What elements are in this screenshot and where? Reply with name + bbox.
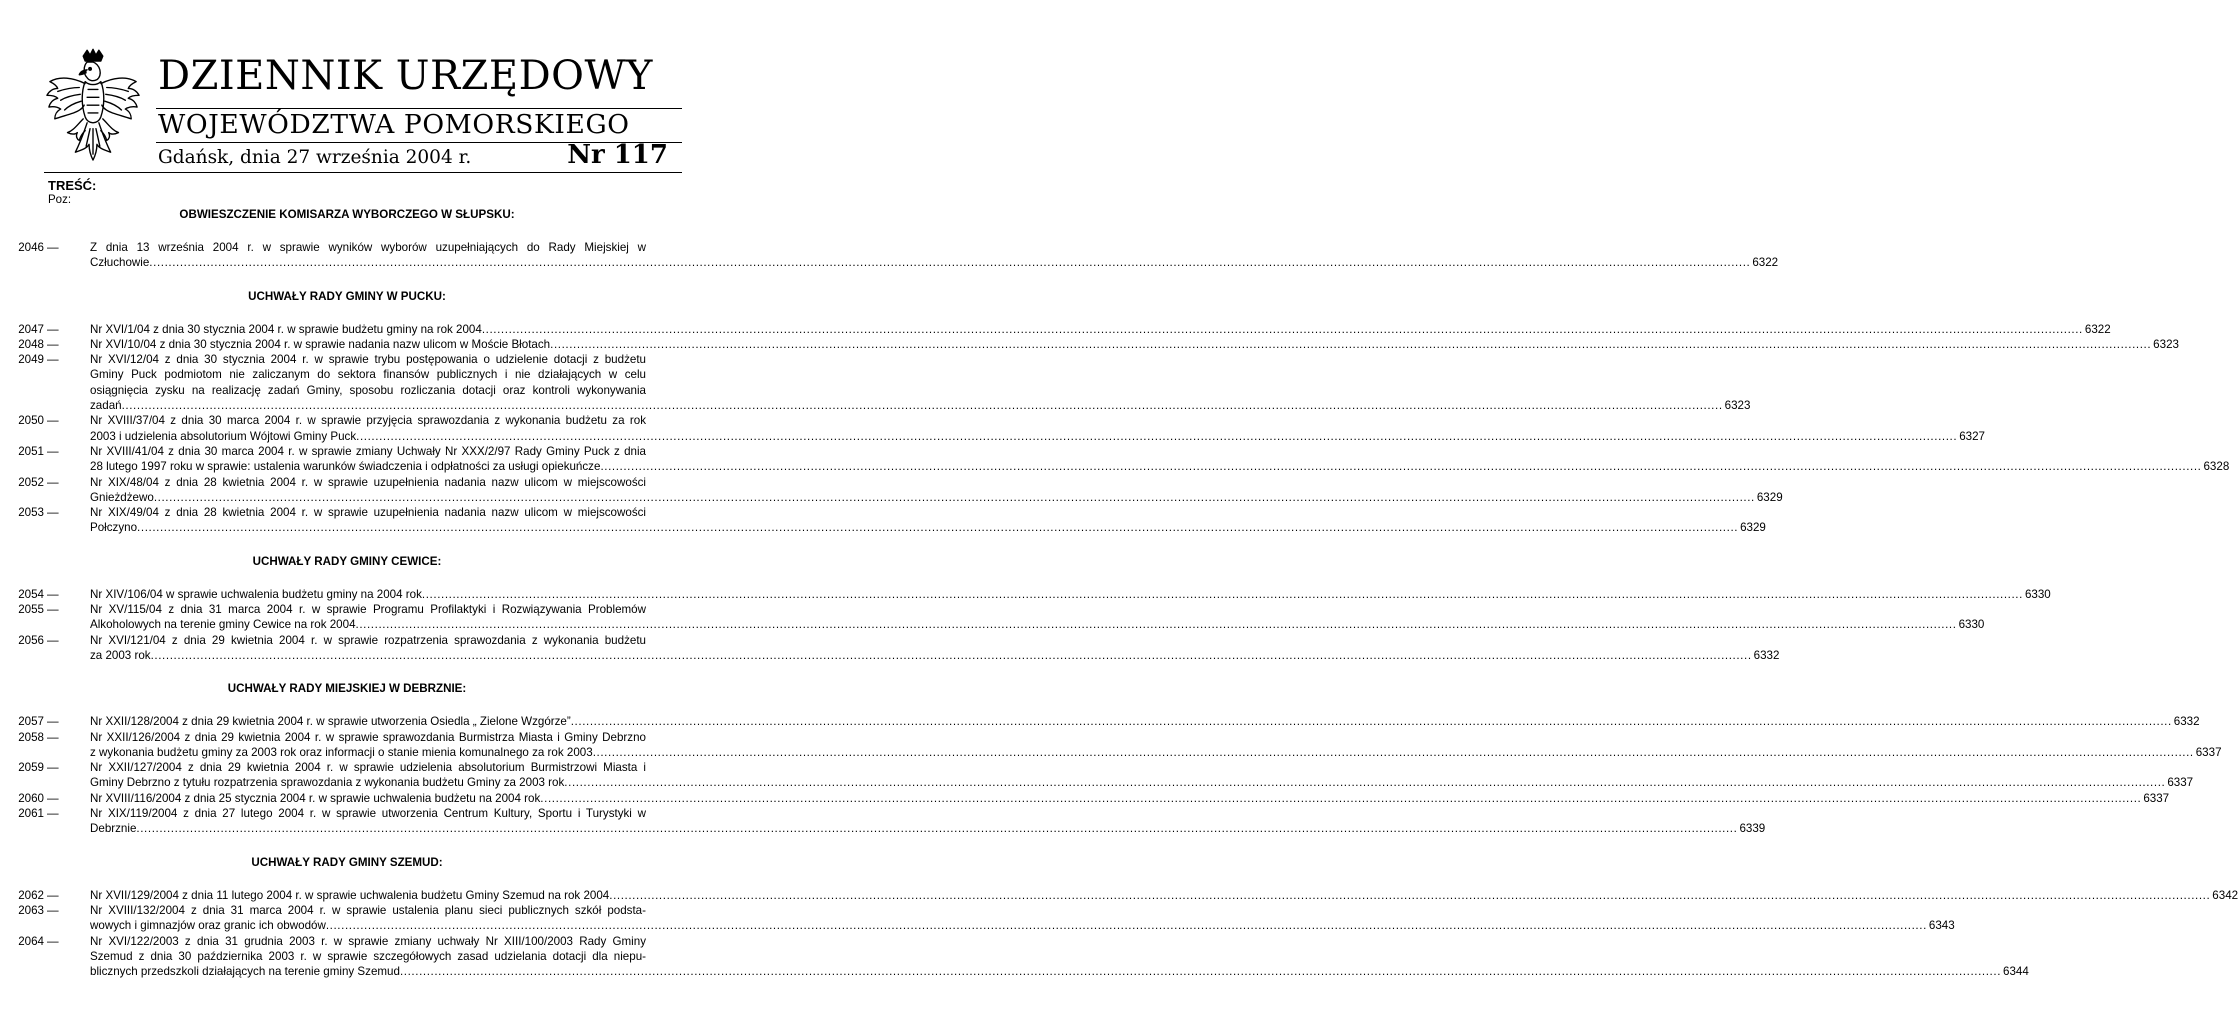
- entry-text-line: Gminy Puck podmiotom nie zaliczanym do sektora finansów publicznych i nie działających w celu: [90, 368, 646, 382]
- entry-text-line: zadań: [90, 399, 122, 413]
- entry-dash: —: [47, 337, 59, 351]
- entry-leader-line: [90, 587, 2051, 602]
- entry-text-line: Nr XIX/49/04 z dnia 28 kwietnia 2004 r. w sprawie uzupełnienia nadania nazw ulicom w miejscowości: [90, 506, 646, 520]
- section-heading: UCHWAŁY RADY GMINY CEWICE:: [252, 554, 442, 568]
- entry-page-number: 6339: [1739, 822, 1766, 836]
- entry-page-number: 6344: [2003, 965, 2029, 979]
- section-heading: UCHWAŁY RADY MIEJSKIEJ W DEBRZNIE:: [227, 682, 467, 696]
- entry-position-number: 2063: [18, 903, 44, 917]
- entry-leader-line: [90, 821, 1766, 836]
- toc-entry[interactable]: [0, 934, 2029, 980]
- toc-entry[interactable]: [0, 806, 1766, 837]
- entry-body: [90, 240, 1779, 271]
- entry-page-number: 6323: [1724, 399, 1751, 413]
- dot-leader: [540, 791, 2141, 806]
- entry-dash: —: [47, 791, 59, 805]
- entry-body: [90, 413, 1985, 444]
- entry-text-line: Nr XV/115/04 z dnia 31 marca 2004 r. w sprawie Programu Profilaktyki i Rozwiązywania Problemów: [90, 603, 646, 617]
- entry-page-number: 6332: [1753, 648, 1780, 662]
- entry-page-number: 6330: [2024, 587, 2051, 601]
- issue-dateline: Gdańsk, dnia 27 września 2004 r.: [158, 147, 472, 168]
- entry-text-line: Nr XVIII/116/2004 z dnia 25 stycznia 2004 r. w sprawie uchwalenia budżetu na 2004 rok: [90, 791, 541, 805]
- entry-text-line: Nr XVI/10/04 z dnia 30 stycznia 2004 r. w sprawie nadania nazw ulicom w Moście Błotach: [90, 337, 551, 351]
- entry-text-line: z wykonania budżetu gminy za 2003 rok oraz informacji o stanie mienia komunalnego za rok 2003: [90, 745, 593, 759]
- masthead-rule: [44, 172, 682, 173]
- entry-text-line: blicznych przedszkoli działających na terenie gminy Szemud: [90, 965, 400, 979]
- dot-leader: [564, 775, 2165, 790]
- entry-page-number: 6322: [1752, 256, 1779, 270]
- entry-body: [90, 475, 1783, 506]
- entry-body: [90, 714, 2200, 729]
- contents-heading: TREŚĆ:: [48, 178, 97, 193]
- entry-body: [90, 322, 2111, 337]
- entry-text-line: Połczyno: [90, 521, 138, 535]
- dot-leader: [151, 648, 1752, 663]
- entry-dash: —: [47, 934, 59, 948]
- entry-text-line: Szemud z dnia 30 października 2003 r. w sprawie szczegółowych zasad udzielania dotacji dla niepu-: [90, 949, 646, 963]
- table-of-contents: [0, 207, 2238, 997]
- entry-page-number: 6327: [1959, 429, 1985, 443]
- dot-leader: [356, 617, 1957, 632]
- entry-page-number: 6329: [1740, 521, 1766, 535]
- dot-leader: [356, 429, 1957, 444]
- entry-text-line: Nr XVI/12/04 z dnia 30 stycznia 2004 r. w sprawie trybu postępowania o udzielenie dotacji z budżetu: [90, 353, 646, 367]
- entry-leader-line: [90, 775, 2194, 790]
- toc-section: [0, 554, 2051, 663]
- toc-section: [0, 289, 2230, 536]
- entry-dash: —: [47, 603, 59, 617]
- toc-entry[interactable]: [0, 791, 2170, 806]
- entry-text-line: Nr XIX/119/2004 z dnia 27 lutego 2004 r. w sprawie utworzenia Centrum Kultury, Sportu i Turystyki w: [90, 807, 646, 821]
- entry-text-line: Nr XVII/129/2004 z dnia 11 lutego 2004 r. w sprawie uchwalenia budżetu Gminy Szemud na rok 2004: [90, 888, 610, 902]
- section-heading: UCHWAŁY RADY GMINY W PUCKU:: [248, 289, 446, 303]
- entry-page-number: 6343: [1928, 919, 1955, 933]
- entry-text-line: Nr XIX/48/04 z dnia 28 kwietnia 2004 r. w sprawie uzupełnienia nadania nazw ulicom w miejscowości: [90, 475, 646, 489]
- entry-position-number: 2052: [18, 475, 44, 489]
- entry-text-line: Z dnia 13 września 2004 r. w sprawie wyników wyborów uzupełniających do Rady Miejskiej w: [90, 241, 646, 254]
- entry-position-number: 2047: [18, 322, 44, 336]
- dot-leader: [422, 587, 2023, 602]
- toc-section: [0, 207, 1779, 271]
- section-heading-row: [0, 681, 724, 701]
- entry-leader-line: [90, 714, 2200, 729]
- entry-leader-line: [90, 322, 2111, 337]
- entry-leader-line: [90, 459, 2230, 474]
- entry-text-line: Nr XXII/128/2004 z dnia 29 kwietnia 2004 r. w sprawie utworzenia Osiedla „ Zielone Wzgórze”: [90, 715, 571, 729]
- entry-body: [90, 934, 2029, 980]
- dot-leader: [149, 255, 1750, 270]
- entry-text-line: Człuchowie: [90, 256, 150, 270]
- entry-text-line: Nr XXII/127/2004 z dnia 29 kwietnia 2004 r. w sprawie udzielenia absolutorium Burmistrzowi Miasta i: [90, 761, 646, 775]
- entry-body: [90, 903, 1955, 934]
- entry-body: [90, 444, 2230, 475]
- entry-leader-line: [90, 791, 2170, 806]
- entry-position-number: 2060: [18, 791, 44, 805]
- entry-position-number: 2048: [18, 337, 44, 351]
- entry-page-number: 6342: [2212, 888, 2238, 902]
- toc-entry[interactable]: [0, 444, 2230, 475]
- entry-body: [90, 888, 2238, 903]
- entry-body: [90, 791, 2170, 806]
- entry-body: [90, 352, 1751, 413]
- entry-dash: —: [47, 322, 59, 336]
- entry-text-line: Nr XVIII/37/04 z dnia 30 marca 2004 r. w sprawie przyjęcia sprawozdania z wykonania budżetu za rok: [90, 414, 646, 428]
- entry-text-line: Nr XVI/1/04 z dnia 30 stycznia 2004 r. w sprawie budżetu gminy na rok 2004: [90, 322, 482, 336]
- entry-body: [90, 633, 1780, 664]
- entry-text-line: Nr XVIII/132/2004 z dnia 31 marca 2004 r. w sprawie ustalenia planu sieci publicznych szkół podsta-: [90, 903, 646, 917]
- section-heading: OBWIESZCZENIE KOMISARZA WYBORCZEGO W SŁUPSKU:: [179, 208, 515, 221]
- entry-dash: —: [47, 444, 59, 458]
- entry-text-line: Nr XVI/121/04 z dnia 29 kwietnia 2004 r. w sprawie rozpatrzenia sprawozdania z wykonania budżetu: [90, 633, 646, 647]
- entry-page-number: 6337: [2195, 745, 2222, 759]
- entry-leader-line: [90, 648, 1780, 663]
- dot-leader: [326, 918, 1927, 933]
- toc-entry[interactable]: [0, 413, 1985, 444]
- entry-leader-line: [90, 888, 2238, 903]
- entry-body: [90, 602, 1985, 633]
- toc-entry[interactable]: [0, 714, 2200, 729]
- entry-position-number: 2055: [18, 603, 44, 617]
- section-heading-row: [0, 289, 724, 309]
- entry-dash: —: [47, 807, 59, 821]
- entry-page-number: 6328: [2203, 460, 2230, 474]
- entry-position-number: 2062: [18, 888, 44, 902]
- toc-entry[interactable]: [0, 633, 1780, 664]
- toc-entry[interactable]: [0, 587, 2051, 602]
- entry-dash: —: [47, 888, 59, 902]
- toc-entry[interactable]: [0, 903, 1955, 934]
- entry-leader-line: [90, 745, 2222, 760]
- section-heading-row: [0, 855, 724, 875]
- entry-text-line: Gminy Debrzno z tytułu rozpatrzenia sprawozdania z wykonania budżetu Gminy za 2003 rok: [90, 776, 565, 790]
- toc-entry[interactable]: [0, 888, 2238, 903]
- toc-entry[interactable]: [0, 602, 1985, 633]
- entry-page-number: 6329: [1756, 490, 1783, 504]
- entry-text-line: Nr XVI/122/2003 z dnia 31 grudnia 2003 r. w sprawie zmiany uchwały Nr XIII/100/2003 Rady Gminy: [90, 934, 646, 948]
- toc-entry[interactable]: [0, 475, 1783, 506]
- dot-leader: [482, 322, 2083, 337]
- toc-entry[interactable]: [0, 730, 2222, 761]
- entry-page-number: 6337: [2167, 776, 2194, 790]
- entry-page-number: 6337: [2143, 791, 2170, 805]
- entry-dash: —: [47, 241, 59, 254]
- position-label: Poz:: [48, 194, 72, 206]
- entry-position-number: 2057: [18, 715, 44, 729]
- entry-body: [90, 587, 2051, 602]
- dot-leader: [600, 459, 2201, 474]
- entry-position-number: 2058: [18, 730, 44, 744]
- gazette-title: DZIENNIK URZĘDOWY: [158, 53, 653, 99]
- dot-leader: [593, 745, 2194, 760]
- entry-position-number: 2051: [18, 444, 44, 458]
- entry-text-line: Nr XVIII/41/04 z dnia 30 marca 2004 r. w sprawie zmiany Uchwały Nr XXX/2/97 Rady Gminy Puck z dnia: [90, 444, 646, 458]
- entry-leader-line: [90, 337, 2179, 352]
- entry-dash: —: [47, 414, 59, 428]
- toc-entry[interactable]: [0, 322, 2111, 337]
- entry-leader-line: [90, 918, 1955, 933]
- entry-dash: —: [47, 475, 59, 489]
- entry-leader-line: [90, 429, 1985, 444]
- toc-entry[interactable]: [0, 352, 1751, 413]
- entry-leader-line: [90, 398, 1751, 413]
- entry-text-line: Alkoholowych na terenie gminy Cewice na rok 2004: [90, 618, 356, 632]
- gazette-subtitle: WOJEWÓDZTWA POMORSKIEGO: [158, 109, 630, 140]
- polish-eagle-icon: [44, 48, 142, 176]
- section-heading: UCHWAŁY RADY GMINY SZEMUD:: [251, 855, 443, 869]
- entry-dash: —: [47, 761, 59, 775]
- toc-entry[interactable]: [0, 760, 2194, 791]
- entry-leader-line: [90, 520, 1766, 535]
- section-heading-row: [0, 554, 724, 574]
- entry-dash: —: [47, 903, 59, 917]
- entry-dash: —: [47, 587, 59, 601]
- entry-position-number: 2064: [18, 934, 44, 948]
- entry-position-number: 2061: [18, 807, 44, 821]
- entry-position-number: 2050: [18, 414, 44, 428]
- dot-leader: [571, 714, 2172, 729]
- toc-entry[interactable]: [0, 337, 2179, 352]
- dot-leader: [122, 398, 1723, 413]
- entry-text-line: 2003 i udzielenia absolutorium Wójtowi Gminy Puck: [90, 429, 357, 443]
- entry-leader-line: [90, 490, 1783, 505]
- toc-section: [0, 855, 2238, 980]
- entry-text-line: osiągnięcia zysku na realizację zadań Gminy, sposobu rozliczania dotacji oraz kontroli wykonywania: [90, 383, 646, 397]
- entry-position-number: 2049: [18, 353, 44, 367]
- entry-position-number: 2056: [18, 633, 44, 647]
- entry-text-line: Nr XIV/106/04 w sprawie uchwalenia budżetu gminy na 2004 rok: [90, 587, 422, 601]
- entry-leader-line: [90, 255, 1779, 270]
- entry-dash: —: [47, 715, 59, 729]
- entry-text-line: za 2003 rok: [90, 648, 151, 662]
- entry-body: [90, 337, 2179, 352]
- entry-leader-line: [90, 964, 2029, 979]
- entry-page-number: 6323: [2153, 337, 2179, 351]
- entry-dash: —: [47, 506, 59, 520]
- entry-body: [90, 760, 2194, 791]
- entry-text-line: Nr XXII/126/2004 z dnia 29 kwietnia 2004 r. w sprawie sprawozdania Burmistrza Miasta i Gminy Debrzno: [90, 730, 646, 744]
- entry-page-number: 6332: [2173, 715, 2200, 729]
- dot-leader: [154, 490, 1755, 505]
- issue-number: Nr 117: [567, 140, 668, 170]
- dot-leader: [609, 888, 2210, 903]
- entry-position-number: 2053: [18, 506, 44, 520]
- section-heading-row: [0, 207, 724, 227]
- dot-leader: [550, 337, 2151, 352]
- entry-position-number: 2059: [18, 761, 44, 775]
- dot-leader: [137, 520, 1738, 535]
- entry-position-number: 2046: [18, 241, 44, 254]
- entry-body: [90, 730, 2222, 761]
- entry-body: [90, 806, 1766, 837]
- entry-text-line: 28 lutego 1997 roku w sprawie: ustalenia warunków świadczenia i odpłatności za usługi opiekuńcze: [90, 460, 601, 474]
- dot-leader: [136, 821, 1737, 836]
- entry-dash: —: [47, 353, 59, 367]
- entry-dash: —: [47, 730, 59, 744]
- dot-leader: [400, 964, 2001, 979]
- entry-text-line: wowych i gimnazjów oraz granic ich obwodów: [90, 919, 326, 933]
- entry-text-line: Gnieżdżewo: [90, 490, 154, 504]
- toc-section: [0, 681, 2222, 836]
- entry-text-line: Debrznie: [90, 822, 137, 836]
- toc-entry[interactable]: [0, 240, 1779, 271]
- toc-entry[interactable]: [0, 505, 1766, 536]
- entry-page-number: 6322: [2084, 322, 2111, 336]
- entry-body: [90, 505, 1766, 536]
- entry-leader-line: [90, 617, 1985, 632]
- entry-position-number: 2054: [18, 587, 44, 601]
- entry-page-number: 6330: [1958, 618, 1985, 632]
- entry-dash: —: [47, 633, 59, 647]
